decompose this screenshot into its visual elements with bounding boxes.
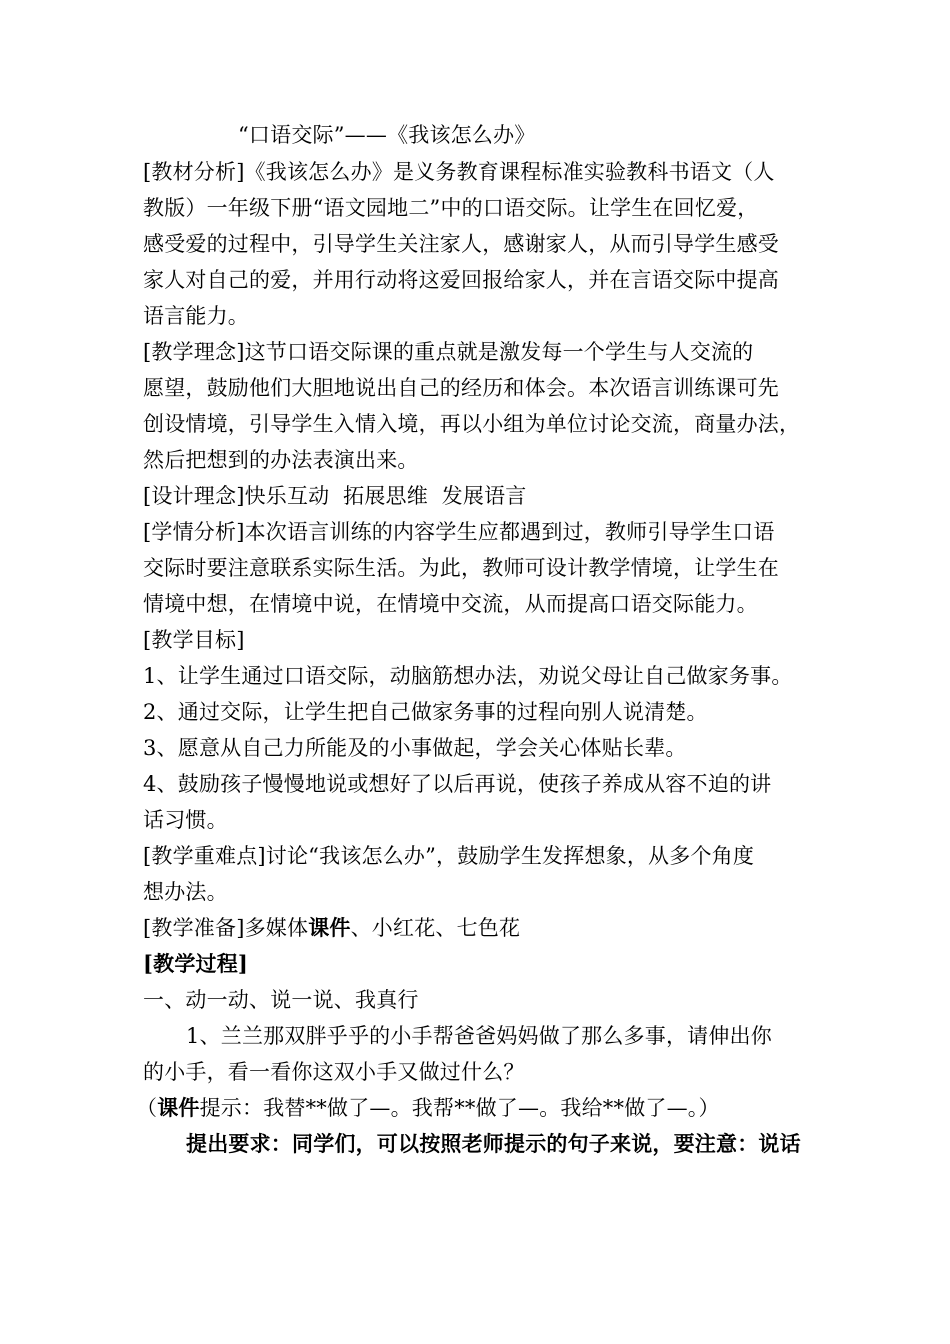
paragraph-line: [教学理念]这节口语交际课的重点就是激发每一个学生与人交流的 <box>143 340 754 364</box>
paragraph-line: [教材分析]《我该怎么办》是义务教育课程标准实验教科书语文（人 <box>143 160 775 184</box>
paragraph-line: 教版）一年级下册“语文园地二”中的口语交际。让学生在回忆爱， <box>143 196 759 220</box>
paragraph-line: 创设情境，引导学生入情入境，再以小组为单位讨论交流，商量办法， <box>143 412 801 436</box>
paragraph-line: [教学重难点]讨论“我该怎么办”，鼓励学生发挥想象，从多个角度 <box>143 844 755 868</box>
section-heading: [教学过程] <box>143 951 249 976</box>
paragraph-line: 1、兰兰那双胖乎乎的小手帮爸爸妈妈做了那么多事，请伸出你 <box>186 1024 772 1048</box>
paragraph-line: [教学准备]多媒体课件、小红花、七色花 <box>143 915 521 940</box>
paragraph-line: 的小手，看一看你这双小手又做过什么？ <box>143 1060 525 1084</box>
paragraph-line: 愿望，鼓励他们大胆地说出自己的经历和体会。本次语言训练课可先 <box>143 376 779 400</box>
list-item: 话习惯。 <box>143 808 228 832</box>
section-heading: [教学目标] <box>143 628 245 652</box>
paragraph-line: 提出要求：同学们，可以按照老师提示的句子来说，要注意：说话 <box>186 1131 801 1156</box>
paragraph-line: 然后把想到的办法表演出来。 <box>143 448 419 472</box>
paragraph-line: 家人对自己的爱，并用行动将这爱回报给家人，并在言语交际中提高 <box>143 268 779 292</box>
paragraph-line: 情境中想，在情境中说，在情境中交流，从而提高口语交际能力。 <box>143 592 758 616</box>
paragraph-line: 想办法。 <box>143 880 228 904</box>
paragraph-line: 交际时要注意联系实际生活。为此，教师可设计教学情境，让学生在 <box>143 556 779 580</box>
subsection-heading: 一、动一动、说一说、我真行 <box>143 988 419 1012</box>
list-item: 2、通过交际，让学生把自己做家务事的过程向别人说清楚。 <box>143 700 708 724</box>
paragraph-line: [设计理念]快乐互动 拓展思维 发展语言 <box>143 484 527 508</box>
list-item: 4、鼓励孩子慢慢地说或想好了以后再说，使孩子养成从容不迫的讲 <box>143 772 772 796</box>
list-item: 1、让学生通过口语交际，动脑筋想办法，劝说父母让自己做家务事。 <box>143 664 793 688</box>
paragraph-line: [学情分析]本次语言训练的内容学生应都遇到过，教师引导学生口语 <box>143 520 775 544</box>
list-item: 3、愿意从自己力所能及的小事做起，学会关心体贴长辈。 <box>143 736 687 760</box>
paragraph-line: 感受爱的过程中，引导学生关注家人，感谢家人，从而引导学生感受 <box>143 232 779 256</box>
paragraph-line: （课件提示：我替**做了—。我帮**做了—。我给**做了—。） <box>136 1095 720 1120</box>
document-title: “口语交际”——《我该怎么办》 <box>238 123 536 147</box>
paragraph-line: 语言能力。 <box>143 304 249 328</box>
